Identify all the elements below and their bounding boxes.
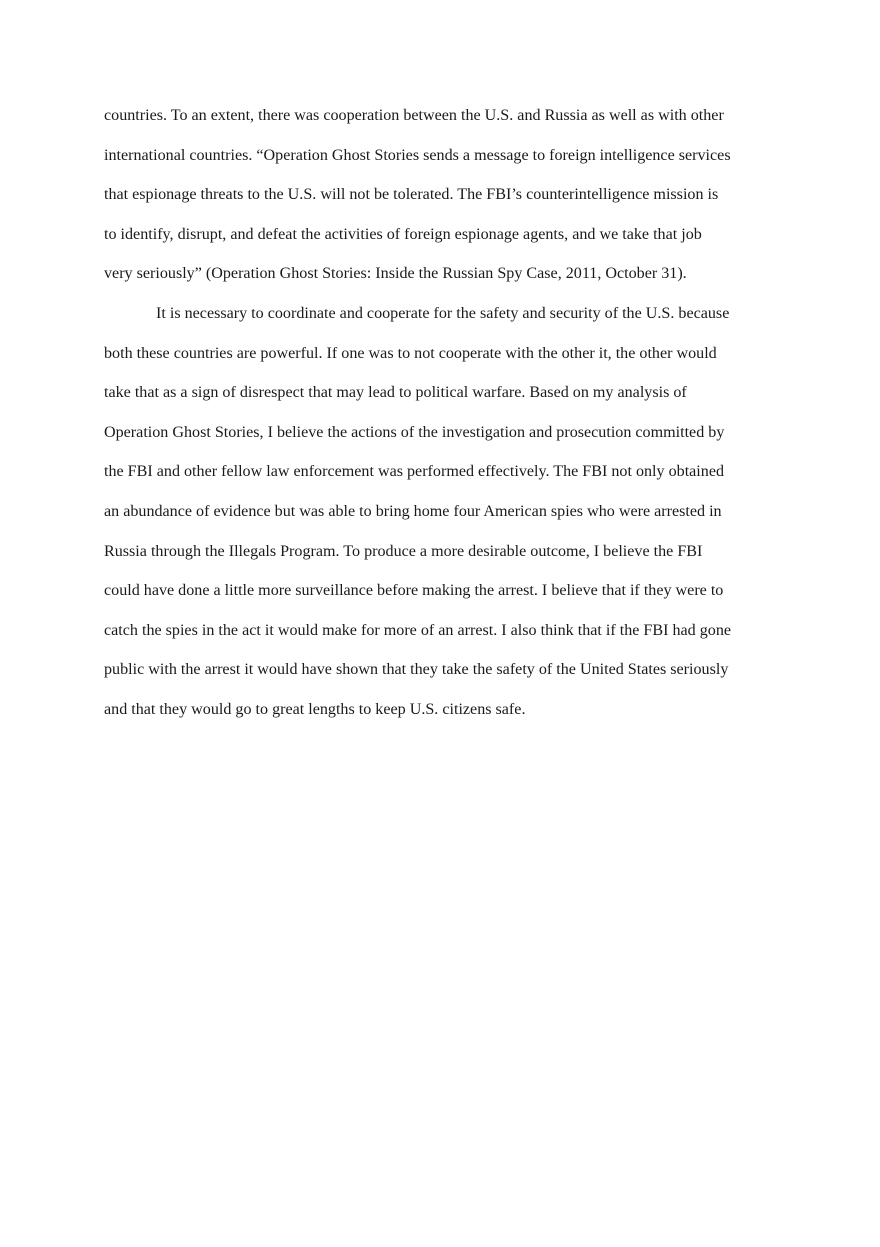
text-line: an abundance of evidence but was able to bring home four American spies who were arrested in — [104, 502, 722, 520]
text-line: the FBI and other fellow law enforcement was performed effectively. The FBI not only obtained — [104, 463, 725, 481]
text-line: catch the spies in the act it would make for more of an arrest. I also think that if the FBI had gone — [104, 621, 732, 639]
text-line: both these countries are powerful. If one was to not cooperate with the other it, the other would — [104, 344, 717, 362]
text-line: take that as a sign of disrespect that may lead to political warfare. Based on my analysis of — [104, 384, 687, 402]
text-line: public with the arrest it would have shown that they take the safety of the United States seriously — [104, 661, 729, 679]
paragraph-1 — [104, 101, 784, 299]
text-line: Russia through the Illegals Program. To produce a more desirable outcome, I believe the FBI — [104, 542, 703, 560]
text-line: that espionage threats to the U.S. will not be tolerated. The FBI’s counterintelligence mission is — [104, 186, 719, 204]
text-line: and that they would go to great lengths to keep U.S. citizens safe. — [104, 700, 526, 718]
text-line: very seriously” (Operation Ghost Stories: Inside the Russian Spy Case, 2011, October 31). — [104, 265, 687, 283]
text-line: could have done a little more surveillance before making the arrest. I believe that if they were to — [104, 582, 724, 600]
text-line: Operation Ghost Stories, I believe the actions of the investigation and prosecution committed by — [104, 423, 725, 441]
text-line: countries. To an extent, there was cooperation between the U.S. and Russia as well as with other — [104, 107, 724, 124]
paragraph-2 — [104, 299, 784, 735]
text-line: It is necessary to coordinate and cooperate for the safety and security of the U.S. because — [156, 304, 730, 322]
text-line: international countries. “Operation Ghost Stories sends a message to foreign intelligence services — [104, 146, 731, 164]
text-line: to identify, disrupt, and defeat the activities of foreign espionage agents, and we take that job — [104, 225, 702, 243]
body-text — [104, 101, 784, 735]
